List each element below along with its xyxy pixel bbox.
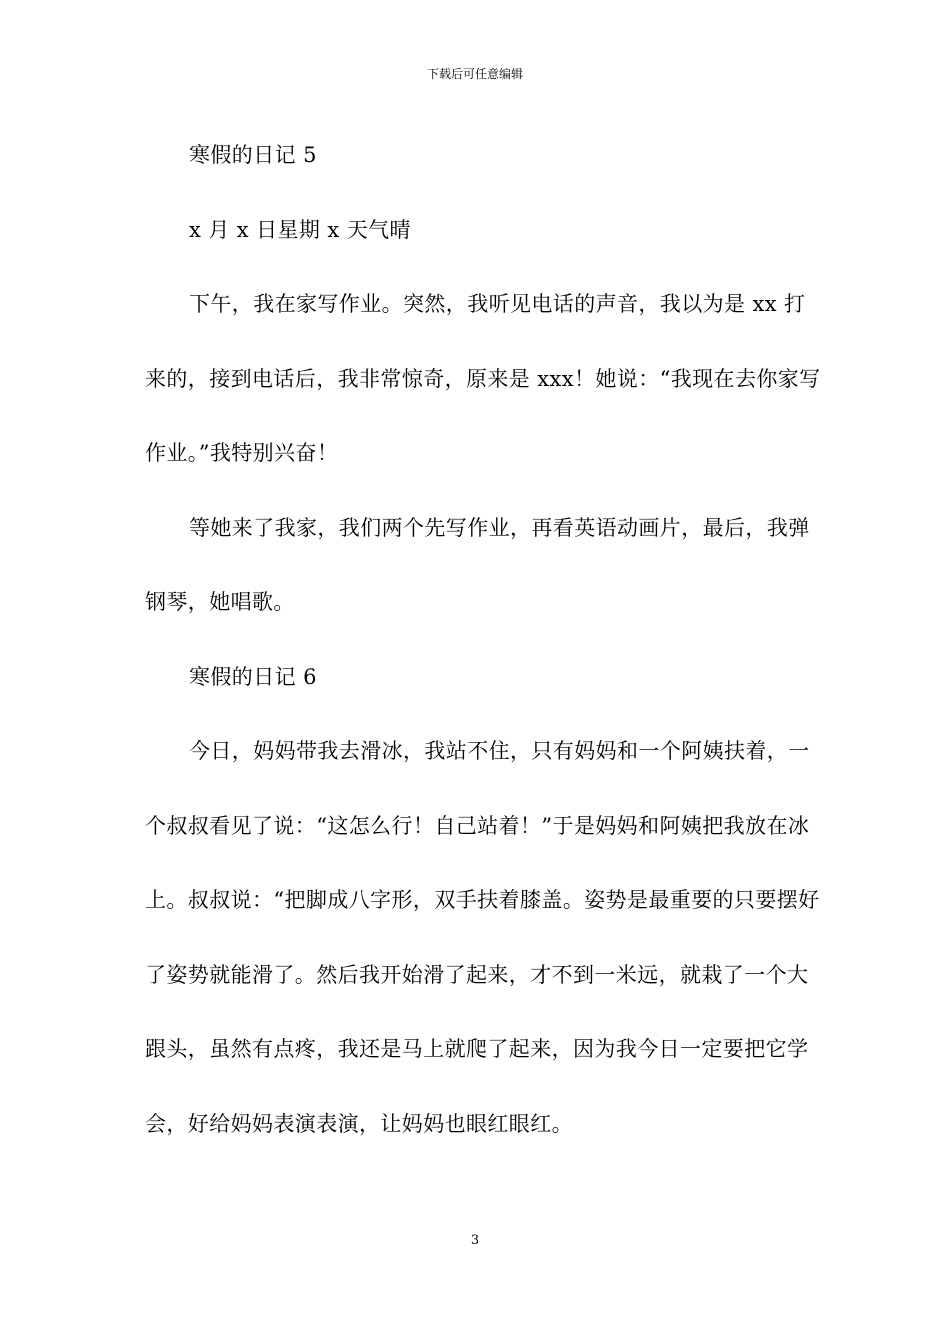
page-header: 下载后可任意编辑 xyxy=(426,67,523,81)
body-paragraph: 下午，我在家写作业。突然，我听见电话的声音，我以为是 xx 打来的，接到电话后，我非常惊奇，原来是 xxx！她说：“我现在去你家写作业。”我特别兴奋！ xyxy=(145,292,821,465)
diary-title: 寒假的日记 6 xyxy=(189,664,317,689)
diary-date-line: x 月 x 日星期 x 天气晴 xyxy=(189,217,411,242)
diary-title: 寒假的日记 5 xyxy=(189,143,317,167)
body-paragraph: 等她来了我家，我们两个先写作业，再看英语动画片，最后，我弹钢琴，她唱歌。 xyxy=(145,515,810,614)
document-body xyxy=(145,118,825,1161)
page-number: 3 xyxy=(470,1233,480,1248)
body-paragraph: 今日，妈妈带我去滑冰，我站不住，只有妈妈和一个阿姨扶着，一个叔叔看见了说：“这怎么行！自己站着！”于是妈妈和阿姨把我放在冰上。叔叔说：“把脚成八字形，双手扶着膝盖。姿势是最重要的只要摆好了姿势就能滑了。然后我开始滑了起来，才不到一米远，就栽了一个大跟头，虽然有点疼，我还是马上就爬了起来，因为我今日一定要把它学会，好给妈妈表演表演，让妈妈也眼红眼红。 xyxy=(145,739,820,1136)
